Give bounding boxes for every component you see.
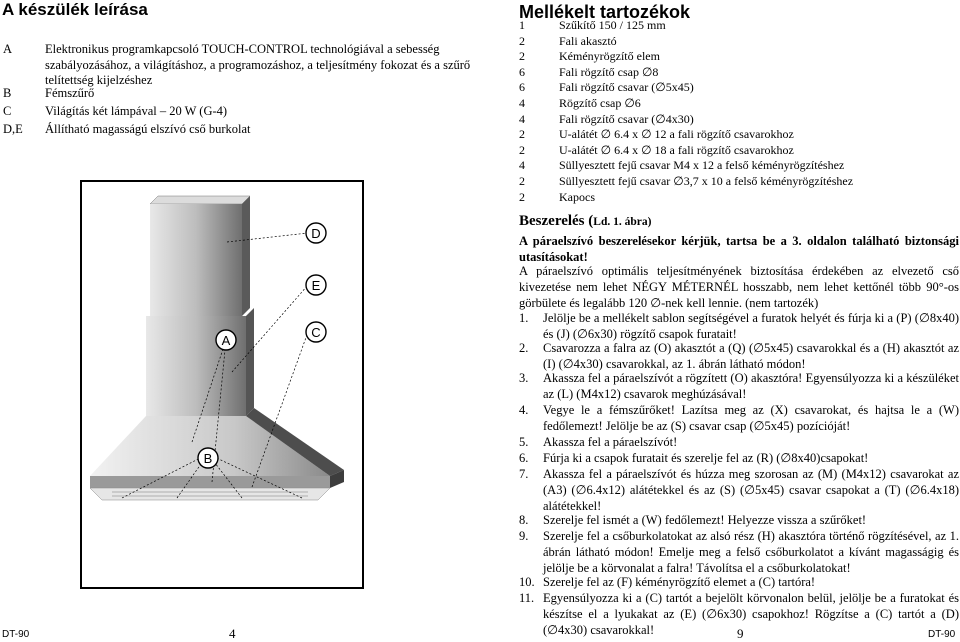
accessory-quantity: 2 [519, 33, 525, 48]
accessory-name: Rögzítő csap ∅6 [559, 96, 641, 110]
step-text: Szerelje fel a csőburkolatokat az alsó rész (H) akasztóra történő rögzítésével, az 1. ábrán látható módon! Emelje meg a felső csőburkolatot a kívánt magasságig és jelölje be a körvonalat a falra! Távolítsa el a csőburkolatokat! [543, 529, 959, 575]
callout-a [216, 330, 236, 350]
accessory-name: Fali akasztó [559, 33, 617, 48]
callout-b [198, 448, 218, 468]
svg-text:A: A [221, 333, 231, 348]
svg-text:D: D [311, 226, 321, 241]
accessory-name: Süllyesztett fejű csavar ∅3,7 x 10 a felső kéményrögzítéshez [559, 174, 854, 188]
footer-left-code: DT-90 [2, 629, 30, 640]
footer-right-page-number: 9 [737, 626, 744, 641]
hood-illustration [82, 182, 362, 587]
description-text: Világítás két lámpával – 20 W (G-4) [45, 104, 228, 118]
callout-c [306, 322, 326, 342]
svg-text:B: B [203, 451, 213, 466]
step-number: 8. [519, 513, 529, 527]
accessory-name: U-alátét ∅ 6.4 x ∅ 12 a fali rögzítő csavarokhoz [559, 127, 794, 142]
accessory-name: Fali rögzítő csap ∅8 [559, 64, 659, 79]
footer-right-code: DT-90 [928, 629, 956, 640]
accessory-name: Kapocs [559, 189, 595, 204]
accessory-quantity: 1 [519, 18, 525, 32]
upper-chimney [150, 204, 242, 316]
step-text: Akassza fel a páraelszívót! [543, 435, 678, 449]
accessories-title: Mellékelt tartozékok [519, 2, 691, 22]
accessory-quantity: 4 [519, 96, 525, 110]
description-letter: B [3, 86, 12, 100]
accessory-quantity: 2 [519, 127, 525, 142]
installation-intro: A páraelszívó optimális teljesítményének biztosítása érdekében az elvezető cső kivezetése nem lehet NÉGY MÉTERNÉL hosszabb, nem lehet kettőnél több 90°-os görbülete és legalább 120 ∅-nek kell lennie. (nem tartozék) [519, 264, 959, 310]
accessory-quantity: 2 [519, 174, 525, 188]
description-letter: C [3, 104, 12, 118]
accessory-name: Süllyesztett fejű csavar M4 x 12 a felső kéményrögzítéshez [559, 158, 845, 173]
installation-title [519, 213, 651, 230]
accessory-name: Fali rögzítő csavar (∅4x30) [559, 111, 694, 126]
step-number: 6. [519, 451, 529, 465]
step-text: Akassza fel a páraelszívót a rögzített (O) akasztóra! Egyensúlyozza ki a készüléket az (L) (M4x12) csavarok meghúzásával! [543, 371, 959, 401]
svg-text:C: C [311, 325, 321, 340]
accessory-name: Szűkítő 150 / 125 mm [559, 18, 666, 32]
accessory-quantity: 2 [519, 142, 525, 157]
footer-left-page-number: 4 [229, 626, 236, 641]
accessory-quantity: 2 [519, 49, 525, 64]
step-text: Szerelje fel ismét a (W) fedőlemezt! Helyezze vissza a szűrőket! [543, 513, 867, 527]
accessory-quantity: 6 [519, 64, 525, 79]
installation-warning: A páraelszívó beszerelésekor kérjük, tartsa be a 3. oldalon található biztonsági utasításokat! [519, 234, 959, 264]
step-number: 7. [519, 467, 529, 481]
step-text: Egyensúlyozza ki a (C) tartót a bejelölt körvonalon belül, jelölje be a furatokat és készítse el a lyukakat az (E) (∅6x30) csapokhoz! Rögzítse a (C) tartót a (D) (∅4x30) csavarokkal! [543, 591, 959, 637]
left-page-title: A készülék leírása [2, 0, 148, 19]
description-text: Állítható magasságú elszívó cső burkolat [45, 122, 251, 136]
installation-title-main: Beszerelés ( [519, 213, 594, 229]
step-number: 2. [519, 341, 529, 355]
description-letter: D,E [3, 122, 23, 136]
accessory-name: U-alátét ∅ 6.4 x ∅ 18 a fali rögzítő csavarokhoz [559, 142, 794, 157]
step-number: 9. [519, 529, 529, 543]
accessory-quantity: 6 [519, 80, 525, 95]
step-text: Fúrja ki a csapok furatait és szerelje fel az (R) (∅8x40)csapokat! [543, 451, 869, 465]
description-letter: A [3, 42, 13, 56]
step-number: 1. [519, 311, 529, 325]
accessory-name: Kéményrögzítő elem [559, 49, 660, 64]
step-number: 10. [519, 575, 535, 589]
step-text: Csavarozza a falra az (O) akasztót a (Q) (∅5x45) csavarokkal és a (H) akasztót az (I) (∅4x30) csavarokkal, az 1. ábrán látható módon! [543, 341, 959, 371]
callout-e [306, 275, 326, 295]
accessory-quantity: 4 [519, 158, 525, 173]
svg-text:E: E [311, 278, 321, 293]
installation-title-ref: Ld. 1. ábra) [593, 216, 652, 228]
step-text: Jelölje be a mellékelt sablon segítségével a furatok helyét és fúrja ki a (P) (∅8x40) és (J) (∅6x30) rögzítő csapok furatait! [543, 311, 959, 341]
step-text: Akassza fel a páraelszívót és húzza meg szorosan az (M) (M4x12) csavarokat az (A3) (∅6.4x12) alátétekkel és az (S) (∅5x45) csavar csapokat a (T) (∅6.4x18) alátétekkel! [543, 467, 959, 513]
callout-d [306, 223, 326, 243]
description-text: Fémszűrő [45, 86, 95, 100]
step-number: 5. [519, 435, 529, 449]
step-number: 11. [519, 591, 535, 605]
description-text: Elektronikus programkapcsoló TOUCH-CONTROL technológiával a sebesség szabályozásához, a világításhoz, a programozáshoz, a teljesítmény fokozat és a szűrő telítettség kijelzéshez [45, 42, 471, 87]
hood-diagram [80, 180, 364, 589]
step-text: Szerelje fel az (F) kéményrögzítő elemet a (C) tartóra! [543, 575, 816, 589]
step-text: Vegye le a fémszűrőket! Lazítsa meg az (X) csavarokat, és hajtsa le a (W) fedőlemezt! Jelölje be az (S) csavar csap (∅5x45) pozícióját! [543, 403, 959, 433]
accessory-quantity: 4 [519, 111, 525, 126]
step-number: 4. [519, 403, 529, 417]
step-number: 3. [519, 371, 529, 385]
accessory-quantity: 2 [519, 189, 525, 204]
accessory-name: Fali rögzítő csavar (∅5x45) [559, 80, 694, 95]
